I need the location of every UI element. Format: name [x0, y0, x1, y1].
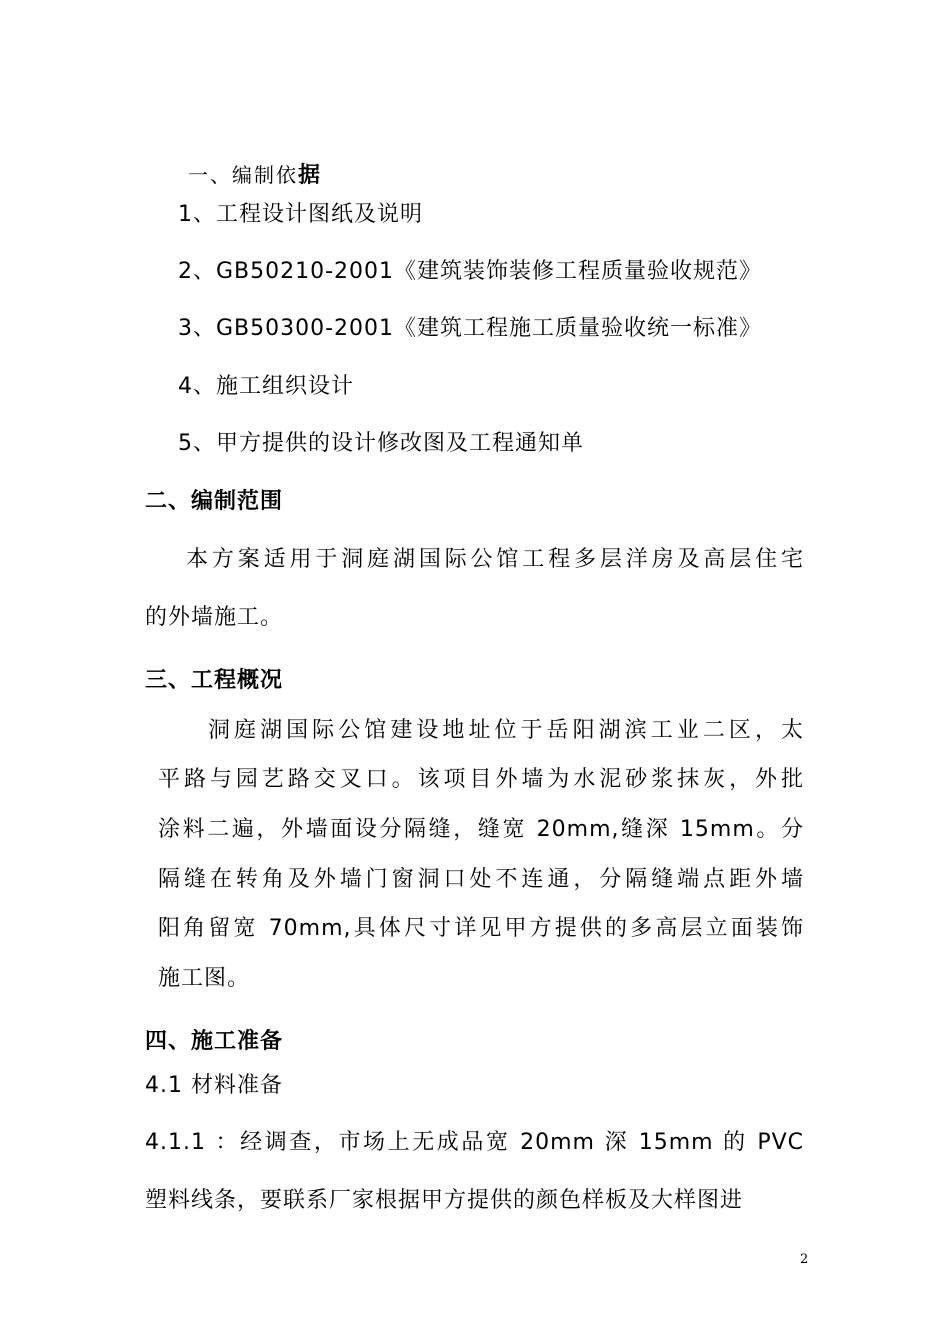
basis-item-4: 4、施工组织设计	[178, 374, 354, 399]
section-3-heading: 三、工程概况	[145, 668, 284, 693]
overview-line-6: 施工图。	[158, 966, 251, 991]
materials-line-2: 塑料线条，要联系厂家根据甲方提供的颜色样板及大样图进	[145, 1188, 744, 1213]
basis-item-3: 3、GB50300-2001《建筑工程施工质量验收统一标准》	[178, 316, 763, 341]
materials-line-1: 4.1.1 ：经调查，市场上无成品宽 20mm 深 15mm 的 PVC	[145, 1130, 804, 1155]
scope-line-1: 本方案适用于洞庭湖国际公馆工程多层洋房及高层住宅	[186, 547, 804, 572]
section-2-heading: 二、编制范围	[145, 489, 284, 514]
basis-item-5: 5、甲方提供的设计修改图及工程通知单	[178, 431, 584, 456]
overview-line-3: 涂料二遍，外墙面设分隔缝，缝宽 20mm,缝深 15mm。分	[158, 817, 804, 842]
subsection-4-1-heading: 4.1 材料准备	[145, 1073, 283, 1098]
overview-line-5: 阳角留宽 70mm,具体尺寸详见甲方提供的多高层立面装饰	[158, 916, 804, 941]
section-4-heading: 四、施工准备	[145, 1029, 284, 1054]
section-1-heading-light: 一、编制依	[188, 163, 298, 187]
scope-line-2: 的外墙施工。	[145, 605, 284, 630]
page-number: 2	[800, 1252, 809, 1267]
basis-item-2: 2、GB50210-2001《建筑装饰装修工程质量验收规范》	[178, 259, 763, 284]
overview-line-1: 洞庭湖国际公馆建设地址位于岳阳湖滨工业二区，太	[208, 718, 804, 743]
overview-line-4: 隔缝在转角及外墙门窗洞口处不连通，分隔缝端点距外墙	[158, 867, 804, 892]
basis-item-1: 1、工程设计图纸及说明	[178, 202, 423, 227]
overview-line-2: 平路与园艺路交叉口。该项目外墙为水泥砂浆抹灰，外批	[158, 767, 804, 792]
section-1-heading	[188, 160, 322, 191]
section-1-heading-bold: 据	[298, 163, 323, 188]
